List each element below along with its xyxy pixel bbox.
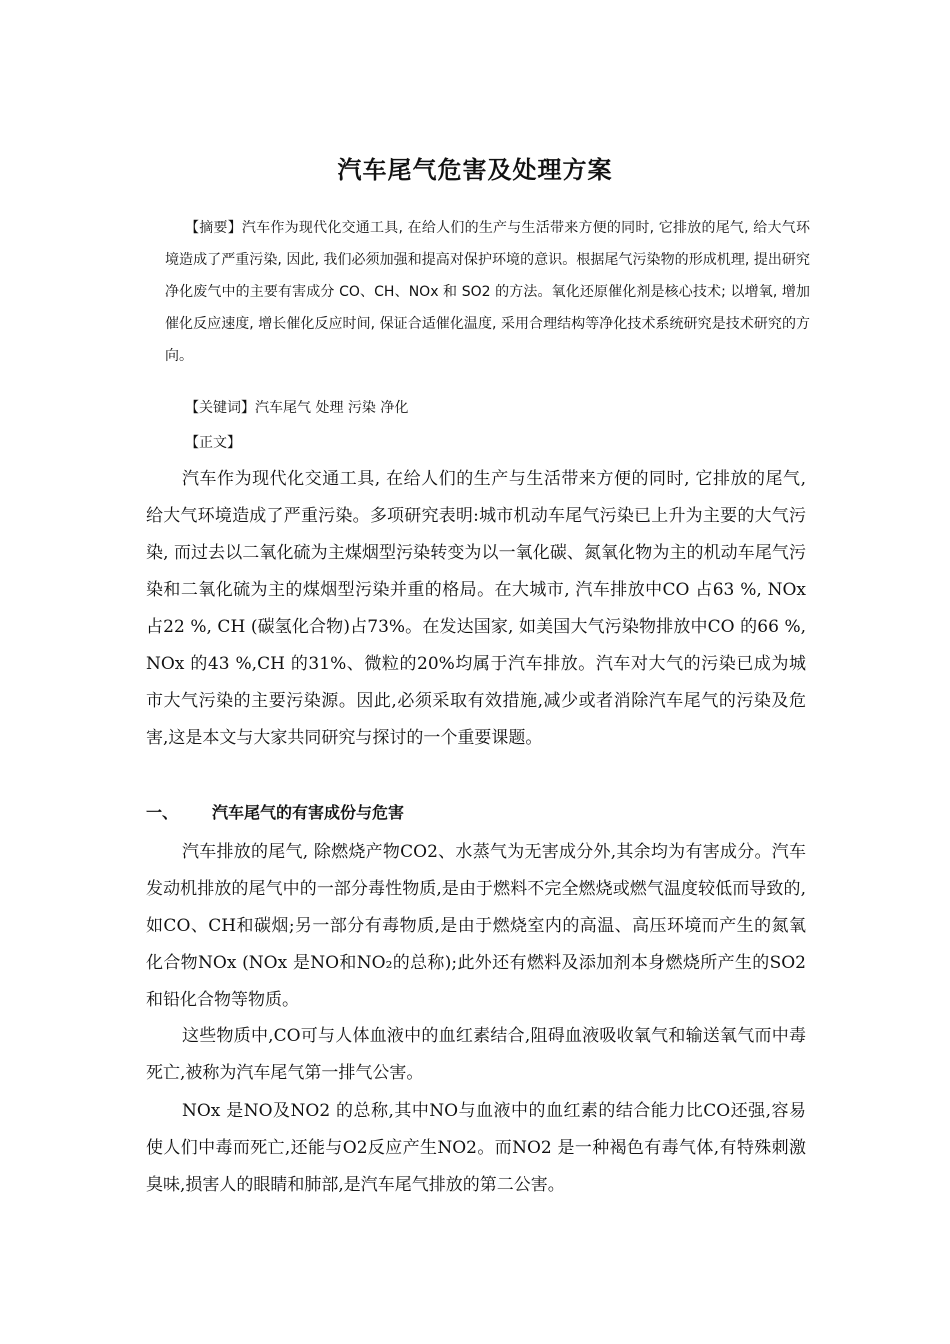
section-heading [146,800,404,823]
abstract-paragraph: 【摘要】汽车作为现代化交通工具, 在给人们的生产与生活带来方便的同时, 它排放的尾气, 给大气环境造成了严重污染, 因此, 我们必须加强和提高对保护环境的意识。根据尾气污染物的形成机理, 提出研究净化废气中的主要有害成分 CO、CH、NOx 和 SO2 的方法。氧化还原催化剂是核心技术; 以增氧, 增加催化反应速度, 增长催化反应时间, 保证合适催化温度, 采用合理结构等净化技术系统研究是技术研究的方向。 [165,220,810,364]
intro-paragraph: 汽车作为现代化交通工具, 在给人们的生产与生活带来方便的同时, 它排放的尾气, 给大气环境造成了严重污染。多项研究表明:城市机动车尾气污染已上升为主要的大气污染, 而过去以二氧化硫为主煤烟型污染转变为以一氧化碳、氮氧化物为主的机动车尾气污染和二氧化硫为主的煤烟型污染并重的格局。在大城市, 汽车排放中CO 占63 %, NOx 占22 %, CH (碳氢化合物)占73%。在发达国家, 如美国大气污染物排放中CO 的66 %, NOx 的43 %,CH 的31%、微粒的20%均属于汽车排放。汽车对大气的污染已成为城市大气污染的主要污染源。因此,必须采取有效措施,减少或者消除汽车尾气的污染及危害,这是本文与大家共同研究与探讨的一个重要课题。 [146,469,806,748]
keywords-line: 【关键词】汽车尾气 处理 污染 净化 [185,400,409,416]
main-text-label: 【正文】 [185,435,241,451]
document-title: 汽车尾气危害及处理方案 [337,156,613,184]
body-paragraph-co: 这些物质中,CO可与人体血液中的血红素结合,阻碍血液吸收氧气和输送氧气而中毒死亡,被称为汽车尾气第一排气公害。 [146,1026,806,1083]
section-number: 一、 [146,803,179,822]
section-title: 汽车尾气的有害成份与危害 [212,803,405,822]
body-paragraph-harmful-components: 汽车排放的尾气, 除燃烧产物CO2、水蒸气为无害成分外,其余均为有害成分。汽车发动机排放的尾气中的一部分毒性物质,是由于燃料不完全燃烧或燃气温度较低而导致的,如CO、CH和碳烟;另一部分有毒物质,是由于燃烧室内的高温、高压环境而产生的氮氧化合物NOx (NOx 是NO和NO₂的总称);此外还有燃料及添加剂本身燃烧所产生的SO2和铅化合物等物质。 [146,842,806,1010]
body-paragraph-nox: NOx 是NO及NO2 的总称,其中NO与血液中的血红素的结合能力比CO还强,容易使人们中毒而死亡,还能与O2反应产生NO2。而NO2 是一种褐色有毒气体,有特殊刺激臭味,损害人的眼睛和肺部,是汽车尾气排放的第二公害。 [146,1101,806,1195]
